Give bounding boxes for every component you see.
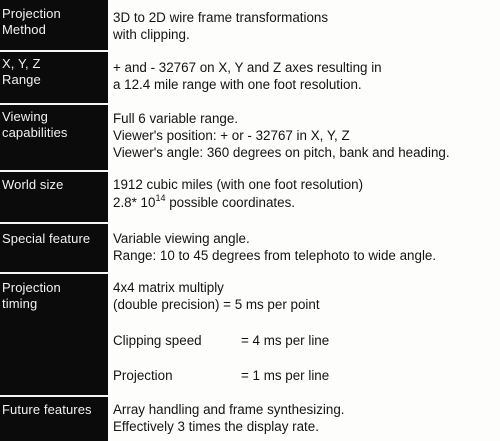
- value-world-size-line1: 1912 cubic miles (with one foot resolution): [113, 177, 364, 192]
- value-future-features-line1: Array handling and frame synthesizing.: [113, 402, 345, 417]
- value-timing-line2: (double precision) = 5 ms per point: [113, 297, 320, 312]
- label-projection-timing: Projection timing: [2, 280, 61, 311]
- row-separator: [0, 50, 108, 52]
- value-special-feature-line2: Range: 10 to 45 degrees from telephoto to wide angle.: [113, 248, 437, 263]
- value-projection-method-line2: with clipping.: [113, 27, 190, 42]
- timing-projection: [113, 368, 498, 384]
- row-separator: [0, 103, 108, 105]
- label-viewing-capabilities: Viewing capabilities: [2, 109, 68, 140]
- row-separator: [0, 222, 108, 224]
- label-world-size: World size: [2, 177, 64, 192]
- value-future-features-line2: Effectively 3 times the display rate.: [113, 419, 319, 434]
- coordinates-suffix: possible coordinates.: [165, 195, 295, 210]
- value-viewing-line3: Viewer's angle: 360 degrees on pitch, bank and heading.: [113, 145, 450, 160]
- value-viewing-line1: Full 6 variable range.: [113, 111, 239, 126]
- timing-projection-label: Projection: [113, 368, 173, 383]
- coordinates-exponent: 14: [155, 193, 166, 203]
- timing-clipping-speed-value: = 4 ms per line: [241, 333, 330, 348]
- label-xyz-range: X, Y, Z Range: [2, 56, 41, 87]
- label-projection-method: Projection Method: [2, 6, 61, 37]
- timing-clipping-speed: [113, 333, 498, 349]
- row-separator: [0, 170, 108, 172]
- timing-clipping-speed-label: Clipping speed: [113, 333, 202, 348]
- value-viewing-line2: Viewer's position: + or - 32767 in X, Y, Z: [113, 128, 350, 143]
- value-timing-line1: 4x4 matrix multiply: [113, 280, 224, 295]
- label-future-features: Future features: [2, 402, 92, 417]
- value-xyz-range-line1: + and - 32767 on X, Y and Z axes resulting in: [113, 60, 382, 75]
- value-projection-method-line1: 3D to 2D wire frame transformations: [113, 10, 329, 25]
- value-xyz-range-line2: a 12.4 mile range with one foot resolution.: [113, 77, 362, 92]
- value-special-feature-line1: Variable viewing angle.: [113, 231, 250, 246]
- row-separator: [0, 395, 108, 397]
- label-special-feature: Special feature: [2, 231, 91, 246]
- timing-projection-value: = 1 ms per line: [241, 368, 330, 383]
- row-separator: [0, 272, 108, 274]
- coordinates-mantissa: 2.8* 10: [113, 195, 156, 210]
- value-world-size-coordinates: [113, 195, 498, 211]
